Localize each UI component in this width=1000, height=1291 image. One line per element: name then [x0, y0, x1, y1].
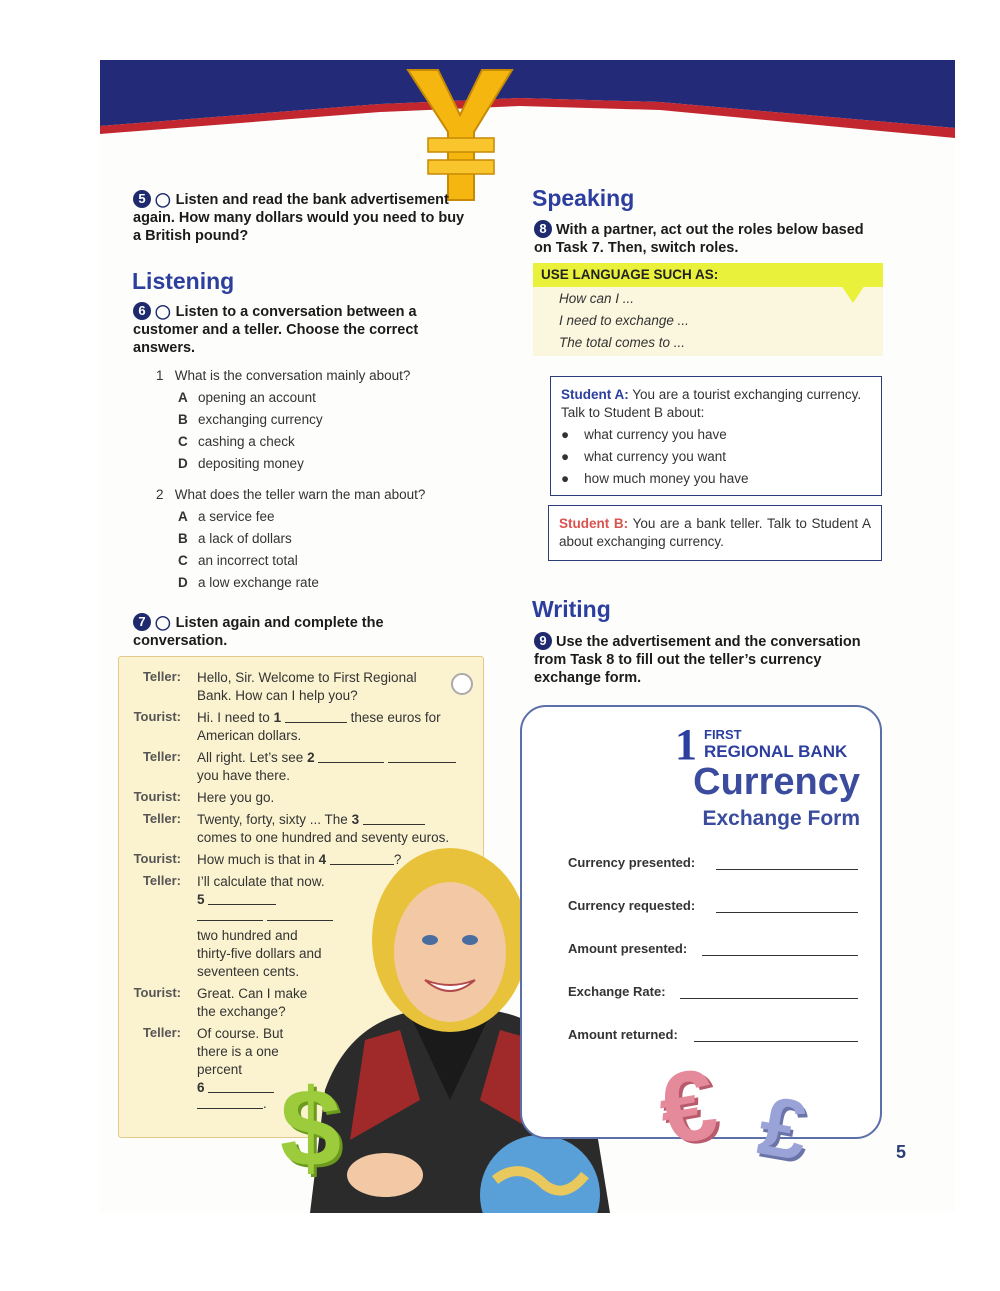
speaker-label: Teller:: [142, 1025, 181, 1040]
yen-symbol-graphic: [400, 60, 520, 210]
form-subtitle: Exchange Form: [702, 807, 860, 830]
conversation-line: Hi. I need to 1 these euros for: [197, 710, 441, 725]
textbook-page: [100, 60, 955, 1213]
bullet-item: ● what currency you have: [561, 427, 727, 442]
language-phrase: How can I ...: [559, 291, 635, 306]
answer-option[interactable]: A a service fee: [178, 509, 275, 524]
form-field-label: Currency presented:: [568, 855, 696, 870]
student-b-label: Student B:: [559, 516, 629, 531]
answer-option[interactable]: C an incorrect total: [178, 553, 298, 568]
answer-option[interactable]: A opening an account: [178, 390, 316, 405]
answer-option[interactable]: B a lack of dollars: [178, 531, 292, 546]
speaker-label: Tourist:: [133, 789, 181, 804]
task-8-text: With a partner, act out the roles below based on Task 7. Then, switch roles.: [534, 222, 864, 256]
amount-presented-field[interactable]: [702, 955, 858, 956]
question-1: [156, 365, 410, 387]
form-field-label: Amount presented:: [568, 941, 688, 956]
blank-3[interactable]: [363, 812, 425, 825]
bank-logo-number: 1: [675, 720, 697, 769]
question-text: What is the conversation mainly about?: [174, 368, 411, 383]
form-field-label: Amount returned:: [568, 1027, 678, 1042]
blank-number: 3: [351, 812, 360, 827]
conversation-line: seventeen cents.: [197, 964, 300, 979]
blank-5b[interactable]: [197, 908, 263, 921]
student-b-box: [548, 505, 882, 561]
note-hole-icon: [449, 671, 475, 697]
blank-5a[interactable]: [208, 892, 276, 905]
student-b-text: Student B: You are a bank teller. Talk to Student A about exchanging currency.: [559, 516, 871, 549]
conversation-line: the exchange?: [197, 1004, 286, 1019]
form-title: Currency: [693, 761, 860, 803]
listening-heading: Listening: [132, 268, 235, 294]
blank-number: 2: [307, 750, 315, 765]
bullet-item: ● what currency you want: [561, 449, 726, 464]
bank-name-line1: FIRST: [704, 727, 742, 742]
speaker-label: Teller:: [142, 749, 181, 764]
conversation-line: How much is that in 4 ?: [197, 852, 402, 867]
conversation-line: thirty-five dollars and: [197, 946, 322, 961]
language-box: [533, 263, 883, 356]
blank-2a[interactable]: [318, 750, 384, 763]
blank-number: 5: [197, 892, 205, 907]
conversation-line: .: [197, 1095, 267, 1113]
task-9-text: Use the advertisement and the conversation from Task 8 to fill out the teller’s currency exchange form.: [534, 634, 861, 686]
task-5-text: Listen and read the bank advertisement again. How many dollars would you need to buy a British pound?: [133, 192, 465, 244]
blank-number: 1: [273, 710, 282, 725]
blank-6b[interactable]: [197, 1096, 263, 1109]
blank-6a[interactable]: [208, 1080, 274, 1093]
conversation-line: percent: [197, 1062, 243, 1077]
q1-options: [178, 387, 323, 475]
task-7-text: Listen again and complete the conversation.: [133, 615, 384, 649]
pound-symbol-graphic: £: [752, 1077, 815, 1179]
student-a-box: [550, 376, 882, 496]
amount-returned-field[interactable]: [694, 1041, 858, 1042]
conversation-line: comes to one hundred and seventy euros.: [197, 830, 450, 845]
page-number: 5: [896, 1142, 907, 1162]
conversation-line: two hundred and: [197, 928, 298, 943]
answer-option[interactable]: B exchanging currency: [178, 412, 323, 427]
task-number-badge: 8: [534, 220, 552, 238]
exchange-rate-field[interactable]: [680, 998, 858, 999]
language-phrase: I need to exchange ...: [559, 313, 689, 328]
writing-heading: Writing: [532, 596, 611, 622]
bullet-item: ● how much money you have: [561, 471, 749, 486]
chevron-down-icon: [841, 285, 865, 305]
task-number-badge: 5: [133, 190, 151, 208]
conversation-line: All right. Let’s see 2: [197, 749, 456, 767]
conversation-line: I’ll calculate that now.: [197, 874, 325, 889]
blank-number: 6: [197, 1080, 205, 1095]
conversation-line: Great. Can I make: [197, 986, 308, 1001]
speaker-label: Teller:: [142, 873, 181, 888]
speaker-label: Teller:: [142, 669, 181, 684]
form-field-label: Currency requested:: [568, 898, 696, 913]
question-2: [156, 484, 425, 506]
language-box-title: USE LANGUAGE SUCH AS:: [541, 267, 719, 282]
bank-name-line2: REGIONAL BANK: [704, 742, 848, 761]
conversation-line: Hello, Sir. Welcome to First Regional: [197, 670, 417, 685]
conversation-line: Bank. How can I help you?: [197, 688, 358, 703]
conversation-line: Of course. But: [197, 1026, 284, 1041]
question-text: What does the teller warn the man about?: [174, 487, 426, 502]
task-number-badge: 9: [534, 632, 552, 650]
task-7: [133, 613, 433, 650]
euro-symbol-graphic: €: [650, 1047, 725, 1167]
task-6: [133, 302, 483, 357]
student-a-text: Student A: You are a tourist exchanging currency. Talk to Student B about:: [561, 387, 862, 420]
dollar-symbol-graphic: $: [280, 1067, 342, 1190]
question-number: 1: [156, 368, 164, 383]
question-number: 2: [156, 487, 164, 502]
speaker-label: Tourist:: [133, 985, 181, 1000]
top-banner: [100, 60, 955, 140]
conversation-line: American dollars.: [197, 728, 302, 743]
answer-option[interactable]: C cashing a check: [178, 434, 295, 449]
answer-option[interactable]: D a low exchange rate: [178, 575, 319, 590]
student-a-label: Student A:: [561, 387, 629, 402]
task-9: [534, 632, 884, 687]
conversation-line: you have there.: [197, 768, 291, 783]
task-6-text: Listen to a conversation between a customer and a teller. Choose the correct answers.: [133, 304, 419, 356]
conversation-line: there is a one: [197, 1044, 279, 1059]
conversation-line: Here you go.: [197, 790, 275, 805]
task-number-badge: 6: [133, 302, 151, 320]
speaking-heading: Speaking: [532, 185, 635, 211]
speaker-label: Tourist:: [133, 709, 181, 724]
q2-options: [178, 506, 319, 594]
blank-1[interactable]: [285, 710, 347, 723]
speaker-label: Tourist:: [133, 851, 181, 866]
task-8: [534, 220, 884, 257]
headphones-icon: ◯: [155, 303, 171, 319]
answer-option[interactable]: D depositing money: [178, 456, 304, 471]
currency-presented-field[interactable]: [716, 869, 858, 870]
blank-2b[interactable]: [388, 750, 456, 763]
form-field-label: Exchange Rate:: [568, 984, 666, 999]
headphones-icon: ◯: [155, 614, 171, 630]
currency-requested-field[interactable]: [716, 912, 858, 913]
speaker-label: Teller:: [142, 811, 181, 826]
language-phrase: The total comes to ...: [559, 335, 686, 350]
task-number-badge: 7: [133, 613, 151, 631]
conversation-line: Twenty, forty, sixty ... The 3: [197, 811, 425, 829]
headphones-icon: ◯: [155, 191, 171, 207]
task-5: [133, 190, 468, 245]
blank-number: 4: [318, 852, 327, 867]
